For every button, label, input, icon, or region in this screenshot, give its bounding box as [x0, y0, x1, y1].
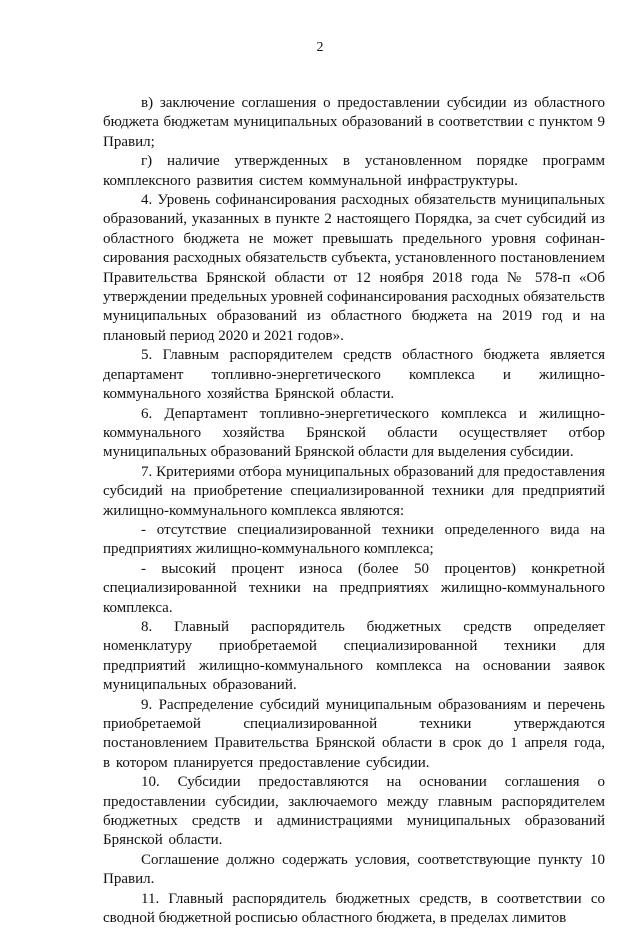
paragraph-agreement-conditions: Соглашение должно содержать условия, соответствующие пункту 10 Правил. [103, 851, 605, 888]
paragraph-9: 9. Распределение субсидий муниципальным образованиям и перечень приобретаемой специализированной техники утверждаются постановлением Правительства Брянской области в срок до 1 апреля года, в котором планируется предоставление субсидии. [103, 696, 605, 771]
page-number: 2 [316, 40, 324, 55]
paragraph-7: 7. Критериями отбора муниципальных образований для предоставления субсидий на приобретение специализированной техники для предприятий жилищно-коммунального комплекса являются: [103, 463, 605, 519]
document-body [103, 94, 605, 928]
paragraph-10: 10. Субсидии предоставляются на основании соглашения о предоставлении субсидии, заключаемого между главным распорядителем бюджетных средств и администрациями муниципальных образований Брянской области. [103, 774, 605, 849]
paragraph-5: 5. Главным распорядителем средств областного бюджета является департамент топливно-энергетического комплекса и жилищно-коммунального хозяйства Брянской области. [103, 347, 605, 403]
paragraph-4: 4. Уровень софинансирования расходных обязательств муниципальных образований, указанных в пункте 2 настоящего Порядка, за счет субсидий из областного бюджета не может превышать предельного уровня софинансирования расходных обязательств субъекта, установленного постановлением Правительства Брянской области от 12 ноября 2018 года № 578-п «Об утверждении предельных уровней софинансирования расходных обязательств муниципальных образований из областного бюджета на 2019 год и на плановый период 2020 и 2021 годов». [103, 192, 605, 344]
paragraph-6: 6. Департамент топливно-энергетического комплекса и жилищно-коммунального хозяйства Брянской области осуществляет отбор муниципальных образований Брянской области для выделения субсидии. [103, 405, 605, 461]
paragraph-11: 11. Главный распорядитель бюджетных средств, в соответствии со сводной бюджетной росписью областного бюджета, в пределах лимитов [103, 890, 605, 927]
list-item-no-equipment: - отсутствие специализированной техники определенного вида на предприятиях жилищно-коммунального комплекса; [103, 521, 605, 558]
paragraph-3g: г) наличие утвержденных в установленном порядке программ комплексного развития систем коммунальной инфраструктуры. [103, 153, 605, 189]
paragraph-8: 8. Главный распорядитель бюджетных средств определяет номенклатуру приобретаемой специализированной техники для предприятий жилищно-коммунального комплекса на основании заявок муниципальных образований. [103, 618, 605, 694]
list-item-high-wear: - высокий процент износа (более 50 процентов) конкретной специализированной техники на предприятиях жилищно-коммунального комплекса. [103, 560, 605, 616]
paragraph-3v: в) заключение соглашения о предоставлении субсидии из областного бюджета бюджетам муниципальных образований в соответствии с пунктом 9 Правил; [103, 95, 605, 150]
